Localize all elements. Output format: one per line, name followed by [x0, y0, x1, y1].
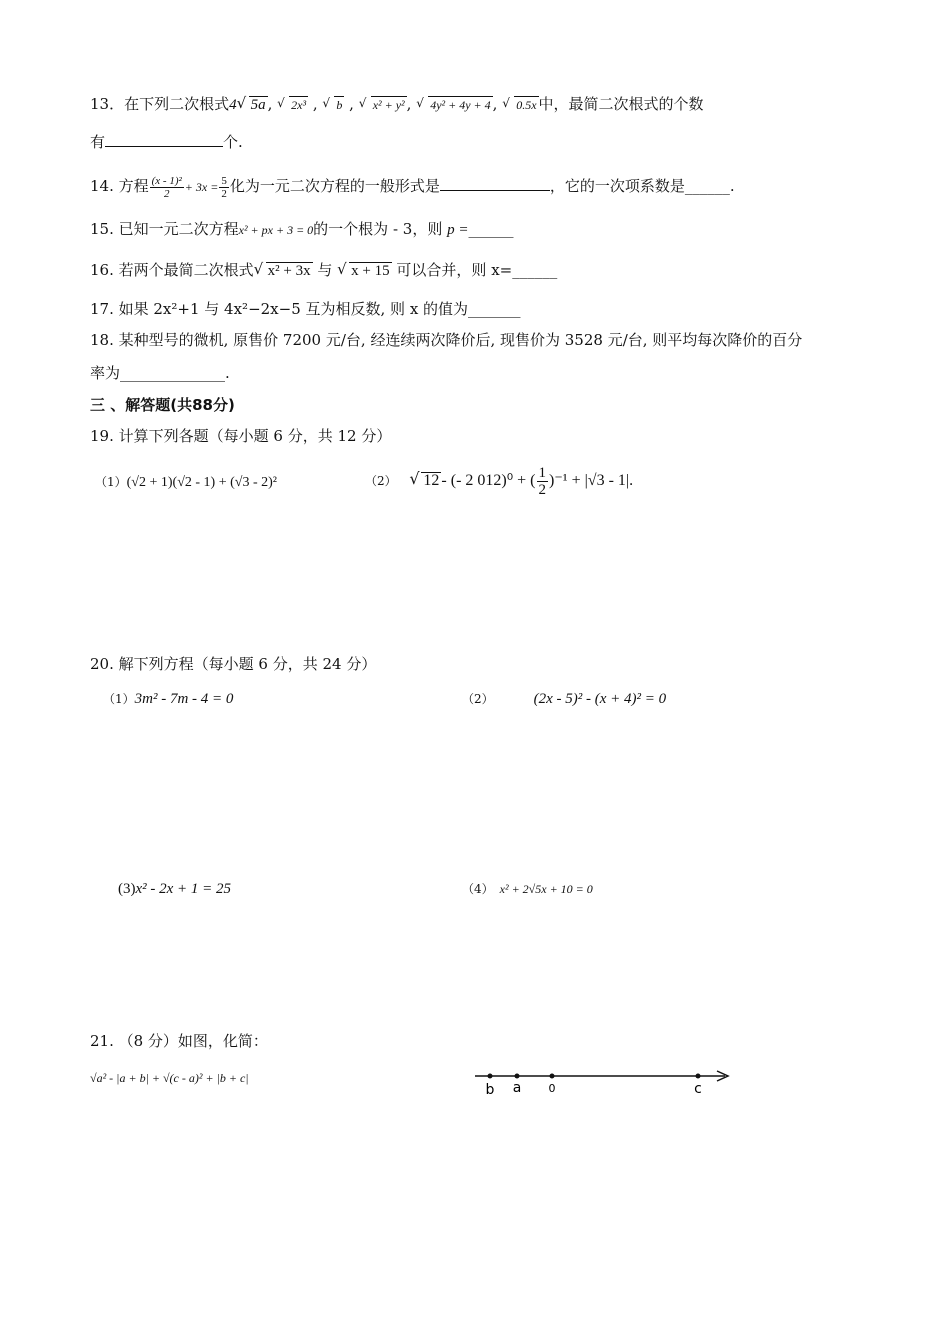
q19-p1-label: （1）: [95, 475, 127, 489]
point-a: [515, 1074, 520, 1079]
q15-equation: x² + px + 3 = 0: [238, 223, 314, 237]
q15-mid: 的一个根为 - 3，则: [313, 220, 443, 238]
point-c: [696, 1074, 701, 1079]
number-line: [470, 1060, 740, 1100]
q19-p2-end: )⁻¹ + |√3 - 1|.: [549, 472, 634, 489]
q16-mid: 与: [317, 261, 333, 279]
q14-frac2-num: 5: [221, 174, 227, 187]
q15-p: p =: [447, 222, 469, 238]
q20-part4: [462, 878, 593, 899]
q14-line: [90, 172, 735, 201]
q19-p2-frac-num: 1: [538, 464, 546, 481]
q18-line2: 率为______________.: [90, 364, 230, 382]
q16-line: [90, 260, 557, 281]
q14-prefix: 14. 方程: [90, 177, 149, 195]
label-a: a: [512, 1080, 522, 1096]
q20-part1: [103, 688, 233, 709]
q19-p2-label: （2）: [365, 474, 397, 488]
q13-radical-4: x² + y²: [372, 98, 405, 112]
q19-p2-frac-den: 2: [538, 481, 546, 498]
q13-radical-2: 2x³: [291, 98, 307, 112]
q13-prefix: 13．在下列二次根式: [90, 95, 230, 113]
q19-p2-mid: - (- 2 012)⁰ + (: [441, 472, 536, 489]
q20-p1-label: （1）: [103, 692, 135, 706]
q15-prefix: 15. 已知一元二次方程: [90, 220, 239, 238]
q20-p2-equation: (2x - 5)² - (x + 4)² = 0: [533, 691, 667, 707]
q13-line2-b: 个.: [223, 133, 243, 151]
q13-r1-coef: 4: [229, 97, 237, 113]
q13-suffix: 中，最简二次根式的个数: [538, 95, 704, 113]
q14-frac-den: 2: [163, 187, 170, 200]
q13-radical-6: 0.5x: [516, 98, 537, 112]
label-b: b: [485, 1082, 495, 1098]
q16-radical-2: x + 15: [351, 263, 390, 279]
point-0: [550, 1074, 555, 1079]
q21-title: 21. （8 分）如图，化简：: [90, 1032, 268, 1050]
q13-line2: [90, 132, 243, 152]
q15-line: [90, 219, 513, 240]
q19-p1-expr: (√2 + 1)(√2 - 1) + (√3 - 2)²: [126, 475, 277, 490]
point-b: [488, 1074, 493, 1079]
q13-radical-5: 4y² + 4y + 4: [430, 98, 491, 112]
q20-title: 20. 解下列方程（每小题 6 分，共 24 分）: [90, 655, 377, 673]
q19-p2-radical: 12: [423, 472, 440, 489]
q20-part2: [462, 688, 666, 709]
q19-part1: [95, 472, 277, 493]
q15-blank[interactable]: ______: [468, 220, 514, 238]
q14-text2: ，它的一次项系数是______.: [549, 177, 735, 195]
q21-expression: √a² - |a + b| + √(c - a)² + |b + c|: [90, 1071, 249, 1085]
q19-title: 19. 计算下列各题（每小题 6 分，共 12 分）: [90, 427, 392, 445]
q14-frac2-den: 2: [221, 187, 227, 200]
q17-line: 17. 如果 2x²+1 与 4x²−2x−5 互为相反数, 则 x 的值为_______: [90, 300, 521, 318]
q13-answer-blank[interactable]: [105, 132, 223, 147]
q20-p3-label: (3): [118, 881, 136, 897]
q20-p3-equation: x² - 2x + 1 = 25: [135, 881, 232, 897]
label-0: 0: [548, 1082, 556, 1095]
q16-radical-1: x² + 3x: [267, 263, 311, 279]
q20-p4-equation: x² + 2√5x + 10 = 0: [499, 882, 593, 896]
section3-title: 三 、解答题(共88分): [90, 396, 235, 414]
q20-part3: [118, 878, 231, 899]
q20-p1-equation: 3m² - 7m - 4 = 0: [134, 691, 234, 707]
q14-frac-num: (x - 1)²: [151, 174, 182, 187]
q13-line2-a: 有: [90, 133, 106, 151]
q14-text: 化为一元二次方程的一般形式是: [229, 177, 440, 195]
q13-radical-1: 5a: [250, 97, 266, 113]
q13-line1: 13．在下列二次根式4√ 5a , √ 2x³ , √ b , √ x² + y² , √ 4y² + 4y + 4 , √ 0.5x 中，最简二次根式的个数: [90, 94, 704, 115]
q19-part2: [365, 462, 633, 499]
q16-suffix: 可以合并，则 x=______: [396, 261, 558, 279]
q16-prefix: 16. 若两个最简二次根式: [90, 261, 254, 279]
q14-mid: + 3x =: [184, 180, 219, 194]
q20-p4-label: （4）: [462, 882, 494, 896]
q20-p2-label: （2）: [462, 692, 494, 706]
q18-line1: 18. 某种型号的微机, 原售价 7200 元/台, 经连续两次降价后, 现售价为 3528 元/台, 则平均每次降价的百分: [90, 331, 803, 349]
q13-radical-3: b: [336, 98, 343, 112]
label-c: c: [694, 1081, 702, 1097]
q14-answer-blank[interactable]: [440, 176, 550, 191]
